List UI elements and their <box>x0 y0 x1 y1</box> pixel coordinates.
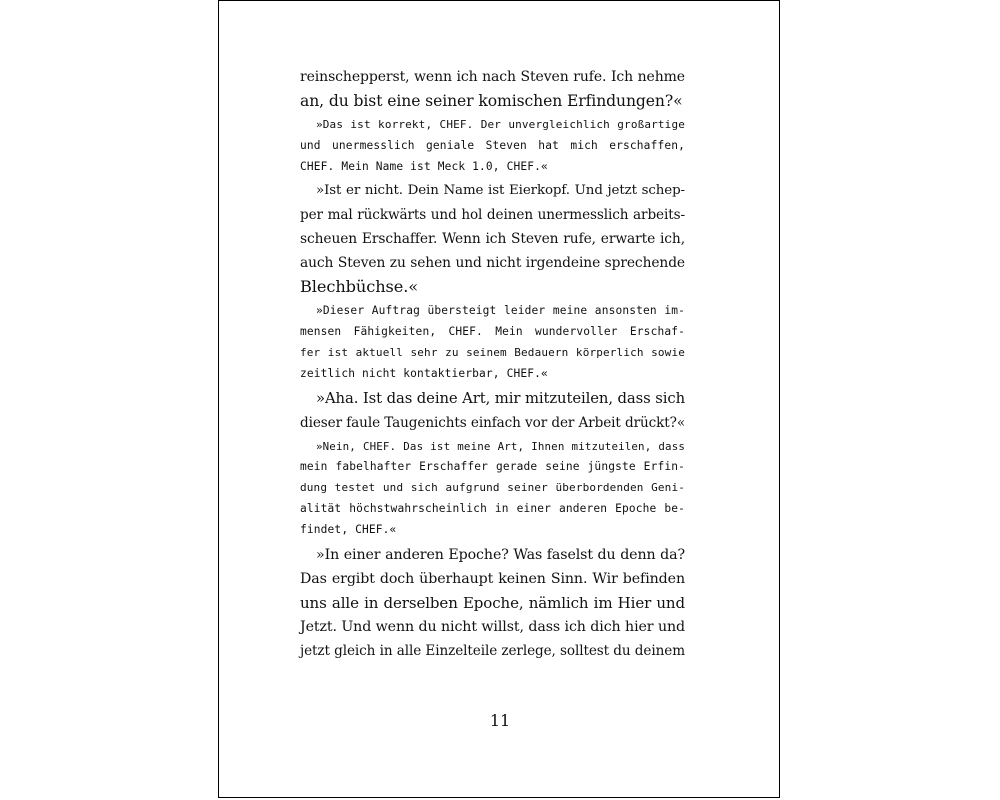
book-page <box>218 0 780 798</box>
robot-speech-line: alität höchstwahrscheinlich in einer anderen Epoche be- <box>300 501 685 515</box>
robot-speech-line: »Das ist korrekt, CHEF. Der unvergleichlich großartige <box>316 118 685 131</box>
narrative-line: »Aha. Ist das deine Art, mir mitzuteilen, dass sich <box>316 389 685 407</box>
narrative-line: »In einer anderen Epoche? Was faselst du denn da? <box>316 546 685 563</box>
page-number: 11 <box>489 711 511 730</box>
robot-speech-line: fer ist aktuell sehr zu seinem Bedauern körperlich sowie <box>300 345 685 359</box>
robot-speech-line: dung testet und sich aufgrund seiner überbordenden Geni- <box>300 481 685 495</box>
robot-speech-line: »Nein, CHEF. Das ist meine Art, Ihnen mitzuteilen, dass <box>316 439 685 453</box>
robot-speech-line: und unermesslich geniale Steven hat mich erschaffen, <box>300 138 685 152</box>
robot-speech-line: findet, CHEF.« <box>300 522 397 536</box>
narrative-line: reinschepperst, wenn ich nach Steven rufe. Ich nehme <box>300 69 685 85</box>
narrative-line: Blechbüchse.« <box>300 277 419 297</box>
narrative-line: dieser faule Taugenichts einfach vor der Arbeit drückt?« <box>300 414 686 431</box>
narrative-line: per mal rückwärts und hol deinen unermesslich arbeits- <box>300 207 685 224</box>
robot-speech-line: zeitlich nicht kontaktierbar, CHEF.« <box>300 366 548 380</box>
robot-speech-line: CHEF. Mein Name ist Meck 1.0, CHEF.« <box>300 159 548 173</box>
narrative-line: jetzt gleich in alle Einzelteile zerlege, solltest du deinem <box>300 642 685 659</box>
robot-speech-line: mensen Fähigkeiten, CHEF. Mein wundervoller Erschaf- <box>300 325 685 339</box>
narrative-line: »Ist er nicht. Dein Name ist Eierkopf. Und jetzt schep- <box>316 183 685 199</box>
robot-speech-line: »Dieser Auftrag übersteigt leider meine ansonsten im- <box>316 304 685 318</box>
narrative-line: auch Steven zu sehen und nicht irgendeine sprechende <box>300 255 685 272</box>
narrative-line: scheuen Erschaffer. Wenn ich Steven rufe, erwarte ich, <box>300 231 685 248</box>
narrative-line: Jetzt. Und wenn du nicht willst, dass ich dich hier und <box>300 618 685 635</box>
narrative-line: an, du bist eine seiner komischen Erfindungen?« <box>300 92 683 110</box>
narrative-line: uns alle in derselben Epoche, nämlich im Hier und <box>300 593 685 612</box>
narrative-line: Das ergibt doch überhaupt keinen Sinn. Wir befinden <box>300 570 685 587</box>
page-body-text <box>300 65 685 663</box>
robot-speech-line: mein fabelhafter Erschaffer gerade seine jüngste Erfin- <box>300 460 685 474</box>
